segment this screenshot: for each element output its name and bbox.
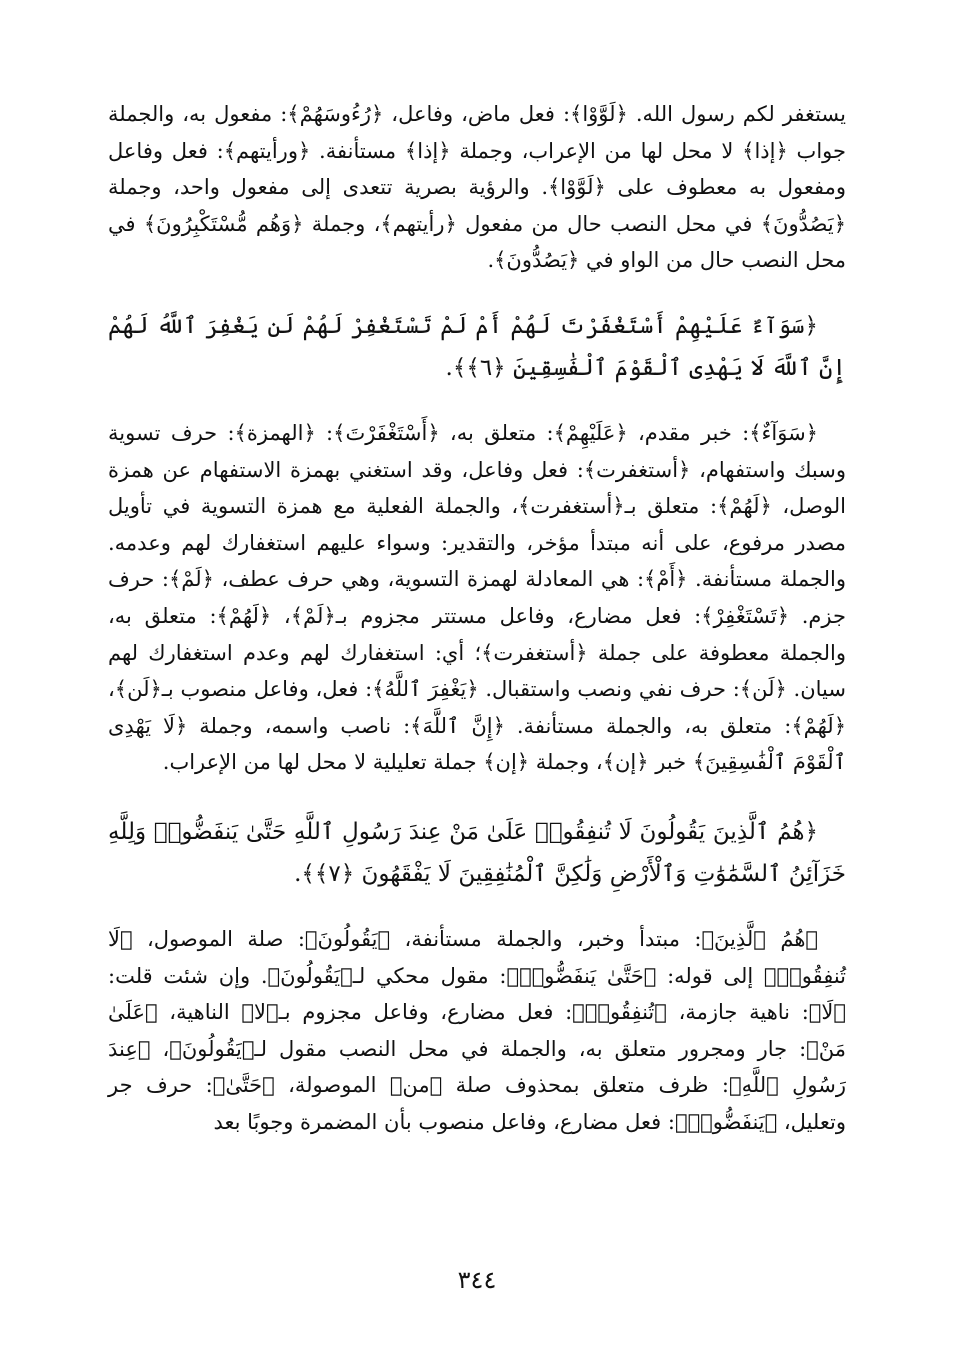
commentary-paragraph-2: ﴿سَوَآءٌ﴾: خبر مقدم، ﴿عَلَيْهِمْ﴾: متعلق به، ﴿أَسْتَغْفَرْتَ﴾: ﴿الهمزة﴾: حرف تسوية وسبك واستفهام، ﴿أستغفرت﴾: فعل وفاعل، وقد استغني بهمزة الاستفهام عن همزة الوصل، ﴿لَهُمْ﴾: متعلق بـ﴿أستغفرت﴾، والجملة الفعلية مع همزة التسوية في تأويل مصدر مرفوع، على أنه مبتدأ مؤخر، والتقدير: وسواء عليهم استغفارك لهم وعدمه. والجملة مستأنفة. ﴿أَمْ﴾: هي المعادلة لهمزة التسوية، وهي حرف عطف، ﴿لَمْ﴾: حرف جزم. ﴿تَسْتَغْفِرْ﴾: فعل مضارع، وفاعل مستتر مجزوم بـ﴿لَمْ﴾، ﴿لَهُمْ﴾: متعلق به، والجملة معطوفة على جملة ﴿أستغفرت﴾؛ أي: استغفارك لهم وعدم استغفارك لهم سيان. ﴿لَن﴾: حرف نفي ونصب واستقبال. ﴿يَغْفِرَ ٱللَّهُ﴾: فعل، وفاعل منصوب بـ﴿لَن﴾، ﴿لَهُمْ﴾: متعلق به، والجملة مستأنفة. ﴿إِنَّ ٱللَّهَ﴾: ناصب واسمه، وجملة ﴿لَا يَهْدِى ٱلْقَوْمَ ٱلْفَٰسِقِينَ﴾ خبر ﴿إن﴾، وجملة ﴿إن﴾ جملة تعليلية لا محل لها من الإعراب.	[108, 420, 846, 775]
quran-verse-6: ﴿سَوَآءٌ عَلَيْهِمْ أَسْتَغْفَرْتَ لَهُمْ أَمْ لَمْ تَسْتَغْفِرْ لَهُمْ لَن يَغْفِرَ ٱللَّهُ لَهُمْ إِنَّ ٱللَّهَ لَا يَهْدِى ٱلْقَوْمَ ٱلْفَٰسِقِينَ ﴿٦﴾﴾.	[108, 312, 846, 381]
quran-verse-7: ﴿هُمُ ٱلَّذِينَ يَقُولُونَ لَا تُنفِقُوا۟ عَلَىٰ مَنْ عِندَ رَسُولِ ٱللَّهِ حَتَّىٰ يَنفَضُّوا۟ وَلِلَّهِ خَزَآئِنُ ٱلسَّمَٰوَٰتِ وَٱلْأَرْضِ وَلَٰكِنَّ ٱلْمُنَٰفِقِينَ لَا يَفْقَهُونَ ﴿٧﴾﴾.	[108, 818, 846, 887]
page-number: ٣٤٤	[457, 1266, 497, 1294]
commentary-paragraph-3: ﴿هُمُ ٱلَّذِينَ﴾: مبتدأ وخبر، والجملة مستأنفة، ﴿يَقُولُونَ﴾: صلة الموصول، ﴿لَا تُنفِقُوا۟﴾ إلى قوله: ﴿حَتَّىٰ يَنفَضُّوا۟﴾: مقول محكي لـ﴿يَقُولُونَ﴾. وإن شئت قلت: ﴿لَا﴾: ناهية جازمة، ﴿تُنفِقُوا۟﴾: فعل مضارع، وفاعل مجزوم بـ﴿لا﴾ الناهية، ﴿عَلَىٰ مَنْ﴾: جار ومجرور متعلق به، والجملة في محل النصب مقول لـ﴿يَقُولُونَ﴾، ﴿عِندَ رَسُولِ ٱللَّهِ﴾: ظرف متعلق بمحذوف صلة ﴿من﴾ الموصولة، ﴿حَتَّىٰ﴾: حرف جر وتعليل، ﴿يَنفَضُّوا۟﴾: فعل مضارع، وفاعل منصوب بأن المضمرة وجوبًا بعد	[108, 926, 846, 1134]
commentary-paragraph-1: يستغفر لكم رسول الله. ﴿لَوَّوْا﴾: فعل ماض، وفاعل، ﴿رُءُوسَهُمْ﴾: مفعول به، والجملة جواب ﴿إذا﴾ لا محل لها من الإعراب، وجملة ﴿إذا﴾ مستأنفة. ﴿ورأيتهم﴾: فعل وفاعل ومفعول به معطوف على ﴿لَوَّوْا﴾. والرؤية بصرية تتعدى إلى مفعول واحد، وجملة ﴿يَصُدُّونَ﴾ في محل النصب حال من مفعول ﴿رأيتهم﴾، وجملة ﴿وَهُم مُّسْتَكْبِرُونَ﴾ في محل النصب حال من الواو في ﴿يَصُدُّونَ﴾.	[108, 102, 846, 273]
text-block	[108, 96, 846, 1140]
